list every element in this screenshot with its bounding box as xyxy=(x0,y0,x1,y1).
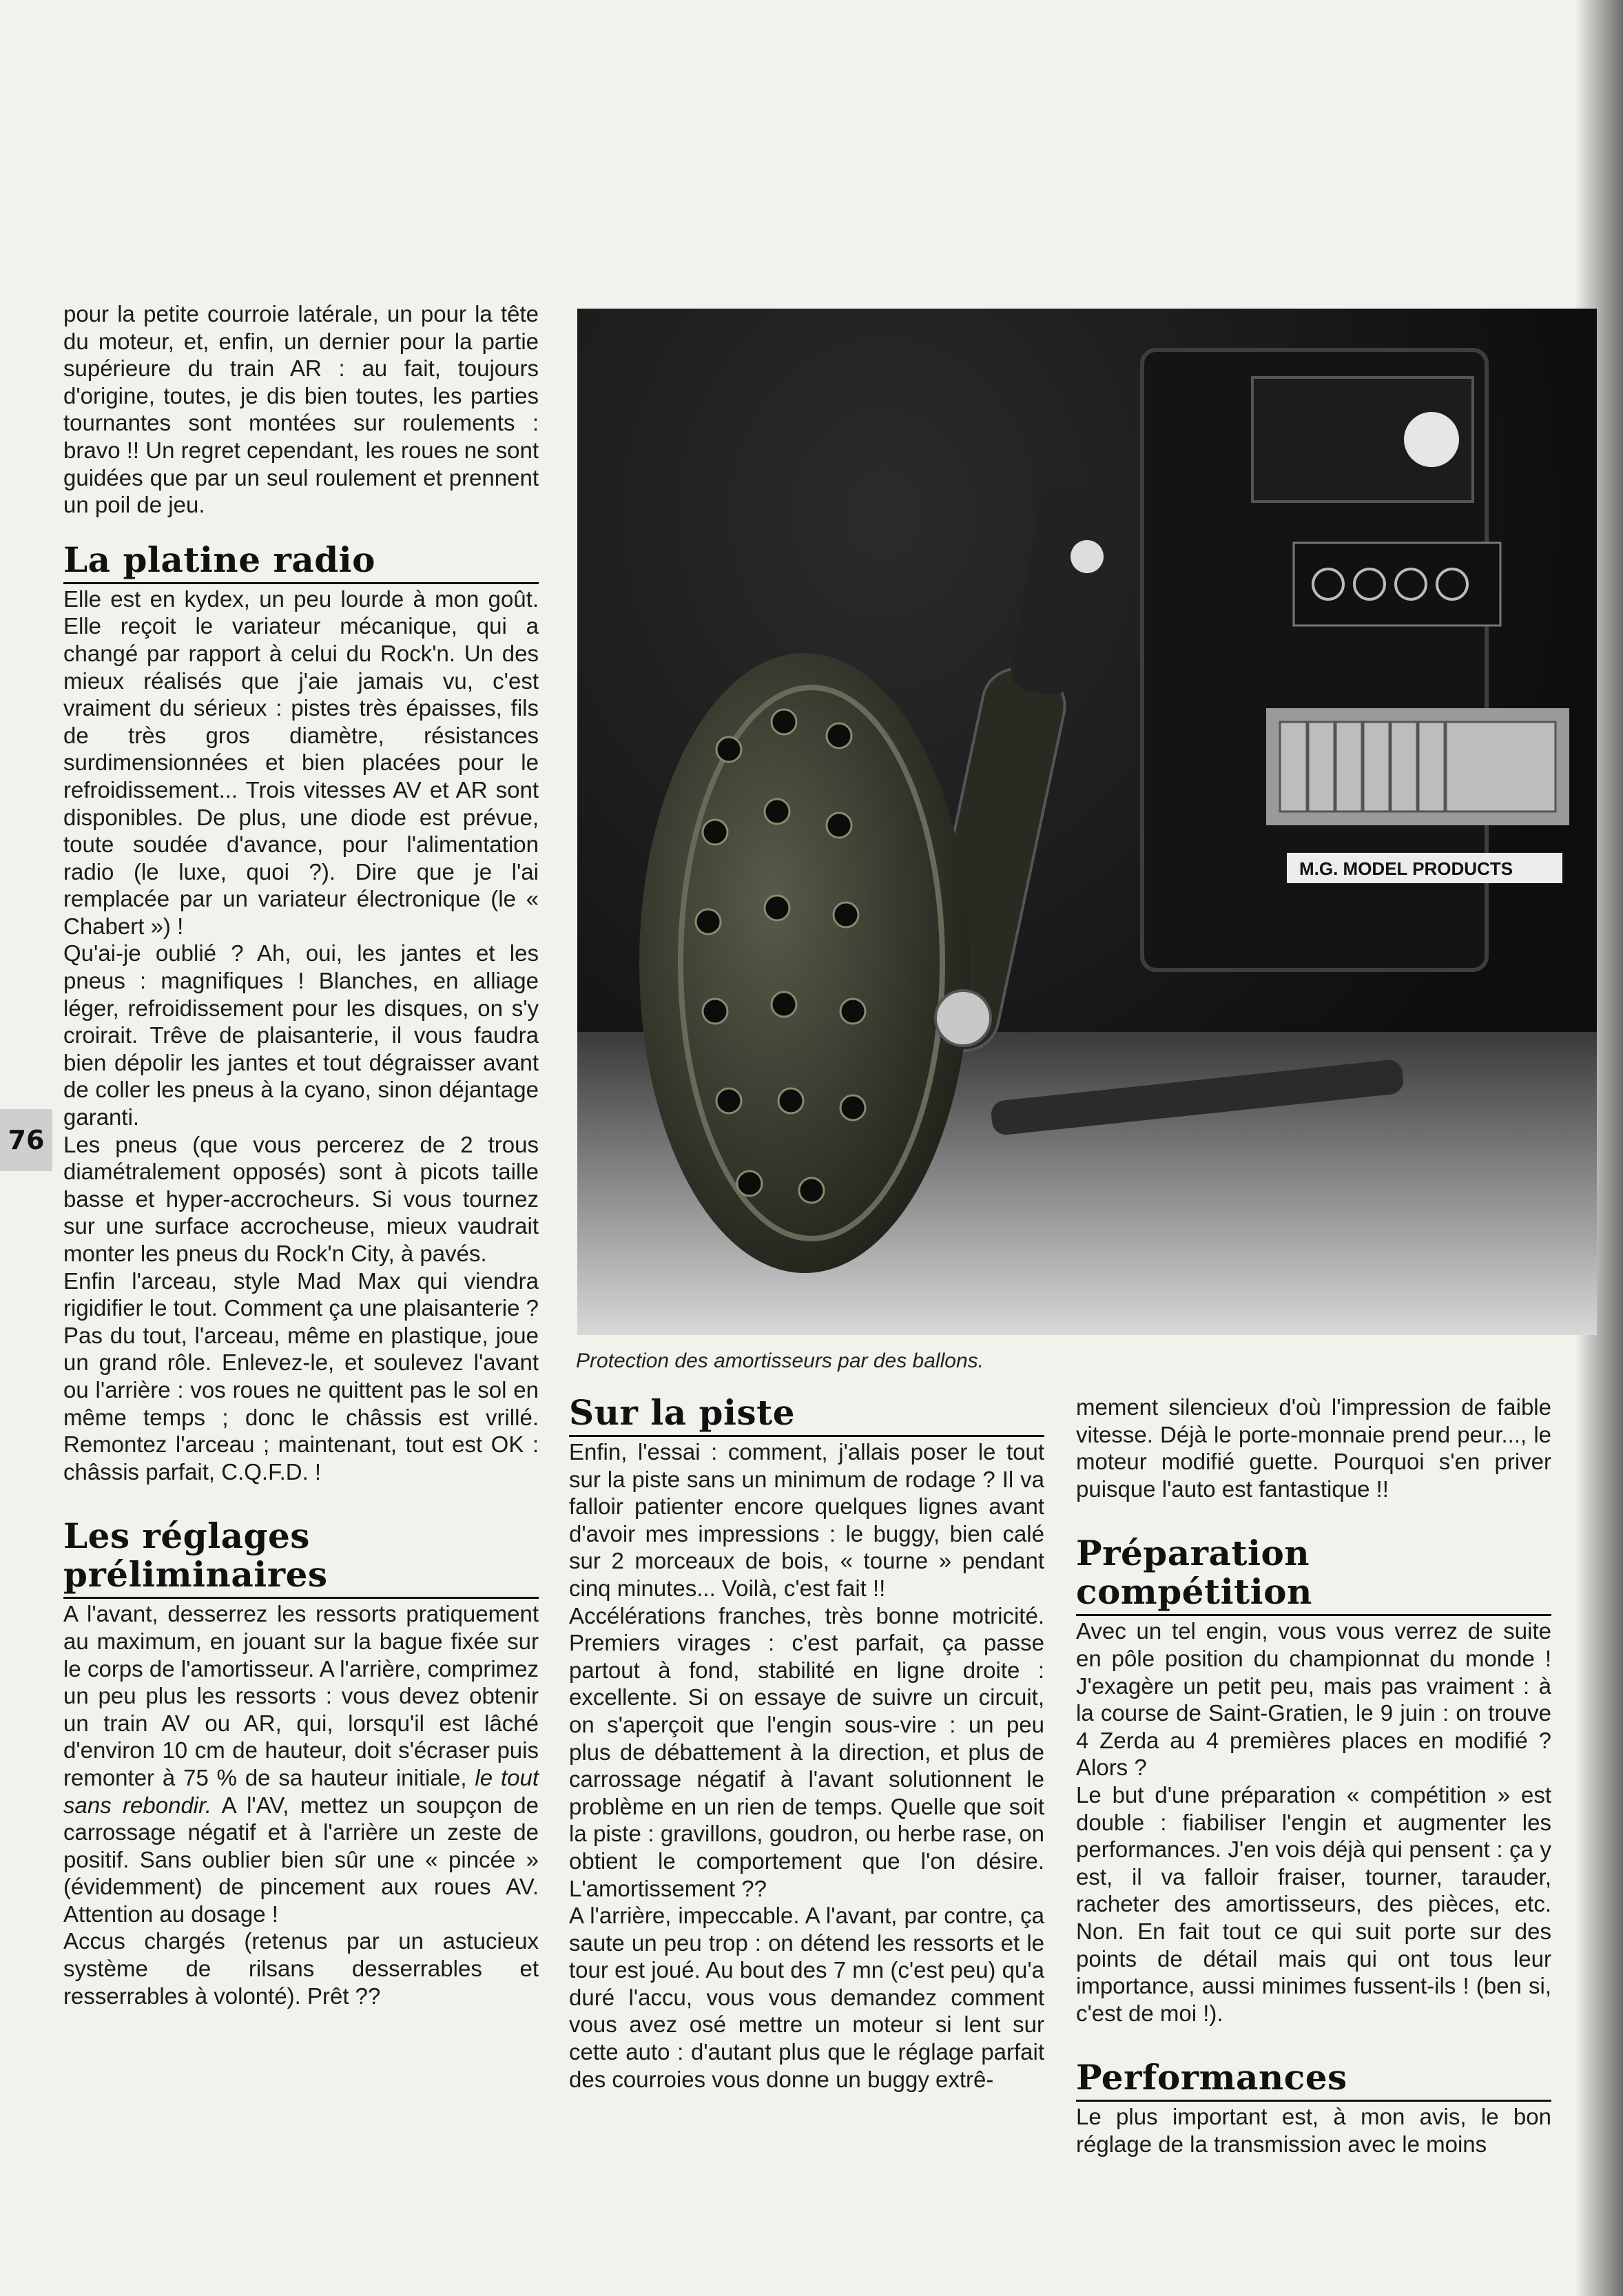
column-left xyxy=(63,300,539,2009)
heading-rule xyxy=(1076,2100,1551,2102)
paragraph xyxy=(63,1600,539,1927)
paragraph: Accélérations franches, très bonne motricité. Premiers virages : c'est parfait, ça passe partout à fond, stabilité en ligne droite : excellente. Si on essaye de suivre un circuit, on s'aperçoit que l'engin sous-vire : un peu plus de débattement à la direction, et plus de carrossage négatif à l'avant solutionnent le problème en un rien de temps. Quelle que soit la piste : gravillons, goudron, ou herbe rase, on obtient le comportement que l'on désire. L'amortissement ?? xyxy=(569,1602,1044,1901)
heading-sur-la-piste: Sur la piste xyxy=(569,1392,796,1433)
paragraph: Elle est en kydex, un peu lourde à mon goût. Elle reçoit le variateur mécanique, qui a changé par rapport à celui du Rock'n. Un des mieux réalisés que j'aie jamais vu, c'est vraiment du sérieux : pistes très épaisses, fils de très gros diamètre, résistances surdimensionnées et bien placées pour le refroidissement... Trois vitesses AV et AR sont disponibles. De plus, une diode est prévue, toute soudée d'avance, pour l'alimentation radio (le luxe, quoi ?). Dire que je l'ai remplacée par un variateur électronique (le « Chabert ») ! xyxy=(63,586,539,939)
continued-paragraph: mement silencieux d'où l'impression de faible vitesse. Déjà le porte-monnaie prend peur..., le moteur modifié guette. Pourquoi s'en priver puisque l'auto est fantastique !! xyxy=(1076,1394,1551,1502)
section-performances xyxy=(1076,2058,1551,2158)
chassis-label: M.G. MODEL PRODUCTS xyxy=(1299,858,1513,879)
photo-caption: Protection des amortisseurs par des ballons. xyxy=(576,1349,984,1372)
heading-rule xyxy=(63,1597,539,1599)
heading-rule xyxy=(63,582,539,584)
buggy-photo xyxy=(577,309,1597,1335)
paragraph: Avec un tel engin, vous vous verrez de suite en pôle position du championnat du monde ! J'exagère un petit peu, mais pas vraiment : à la course de Saint-Gratien, le 9 juin : on trouve 4 Zerda au 4 premières places en modifié ? Alors ? xyxy=(1076,1618,1551,1781)
page-number: 76 xyxy=(0,1109,52,1171)
heading-reglages: Les réglages préliminaires xyxy=(63,1516,328,1595)
buggy-illustration xyxy=(577,309,1597,1335)
column-right xyxy=(1076,1394,1551,2158)
paragraph: A l'arrière, impeccable. A l'avant, par contre, ça saute un peu trop : on détend les ressorts et le tour est joué. Au bout des 7 mn (c'est peu) qu'a duré l'accu, vous vous demandez comment vous avez osé mettre un moteur si lent sur cette auto : d'autant plus que le réglage parfait des courroies vous donne un buggy extrê- xyxy=(569,1903,1044,2092)
paragraph: Les pneus (que vous percerez de 2 trous diamétralement opposés) sont à picots taille basse et hyper-accrocheurs. Si vous tournez sur une surface accrocheuse, mieux vaudrait monter les pneus du Rock'n City, à pavés. xyxy=(63,1131,539,1266)
section-preparation xyxy=(1076,1534,1551,2027)
text-run: A l'avant, desserrez les ressorts pratiquement au maximum, en jouant sur la bague fixée sur le corps de l'amortisseur. A l'arrière, comprimez un peu plus les ressorts : vous devez obtenir un train AV ou AR, qui, lorsqu'il est lâché d'environ 10 cm de hauteur, doit s'écraser puis remonter à 75 % de sa hauteur initiale, xyxy=(63,1601,539,1790)
paragraph: Enfin l'arceau, style Mad Max qui viendra rigidifier le tout. Comment ça une plaisanterie ? Pas du tout, l'arceau, même en plastique, joue un grand rôle. Enlevez-le, et soulevez l'avant ou l'arrière : vos roues ne quittent pas le sol en même temps ; donc le châssis est vrillé. Remontez l'arceau ; maintenant, tout est OK : châssis parfait, C.Q.F.D. ! xyxy=(63,1268,539,1485)
text-run: A l'AV, mettez un soupçon de carrossage négatif et à l'arrière un zeste de positif. Sans oublier bien sûr une « pincée » (évidemment) de pincement aux roues AV. Attention au dosage ! xyxy=(63,1792,539,1927)
heading-rule xyxy=(1076,1614,1551,1616)
column-middle xyxy=(569,1394,1044,2093)
paragraph: Le plus important est, à mon avis, le bon réglage de la transmission avec le moins xyxy=(1076,2104,1551,2157)
heading-rule xyxy=(569,1435,1044,1437)
section-platine-radio xyxy=(63,541,539,1486)
italic-run: le tout sans rebondir. xyxy=(63,1764,539,1818)
section-reglages xyxy=(63,1517,539,2009)
paragraph: Qu'ai-je oublié ? Ah, oui, les jantes et les pneus : magnifiques ! Blanches, en alliage léger, refroidissement pour les disques, on s'y croirait. Trêve de plaisanterie, il vous faudra bien dépolir les jantes et tout dégraisser avant de coller les pneus à la cyano, sinon déjantage garanti. xyxy=(63,940,539,1130)
intro-paragraph: pour la petite courroie latérale, un pour la tête du moteur, et, enfin, un dernier pour la partie supérieure du train AR : au fait, toujours d'origine, toutes, je dis bien toutes, les parties tournantes sont montées sur roulements : bravo !! Un regret cependant, les roues ne sont guidées que par un seul roulement et prennent un poil de jeu. xyxy=(63,301,539,518)
paragraph: Accus chargés (retenus par un astucieux système de rilsans desserrables et resserrables à volonté). Prêt ?? xyxy=(63,1928,539,2009)
paragraph: Enfin, l'essai : comment, j'allais poser le tout sur la piste sans un minimum de rodage ? Il va falloir patienter encore quelques lignes avant d'avoir mes impressions : le buggy, bien calé sur 2 morceaux de bois, « tourne » pendant cinq minutes... Voilà, c'est fait !! xyxy=(569,1439,1044,1601)
heading-performances: Performances xyxy=(1076,2057,1347,2098)
paragraph: Le but d'une préparation « compétition » est double : fiabiliser l'engin et augmenter les performances. J'en vois déjà qui pensent : ça y est, il va falloir fraiser, tourner, tarauder, racheter des amortisseurs, des pièces, etc. Non. En fait tout ce qui suit porte sur des points de détail mais qui ont tous leur importance, aussi minimes fussent-ils ! (ben si, c'est de moi !). xyxy=(1076,1781,1551,2026)
heading-platine-radio: La platine radio xyxy=(63,539,376,580)
heading-preparation-competition: Préparation compétition xyxy=(1076,1533,1312,1613)
